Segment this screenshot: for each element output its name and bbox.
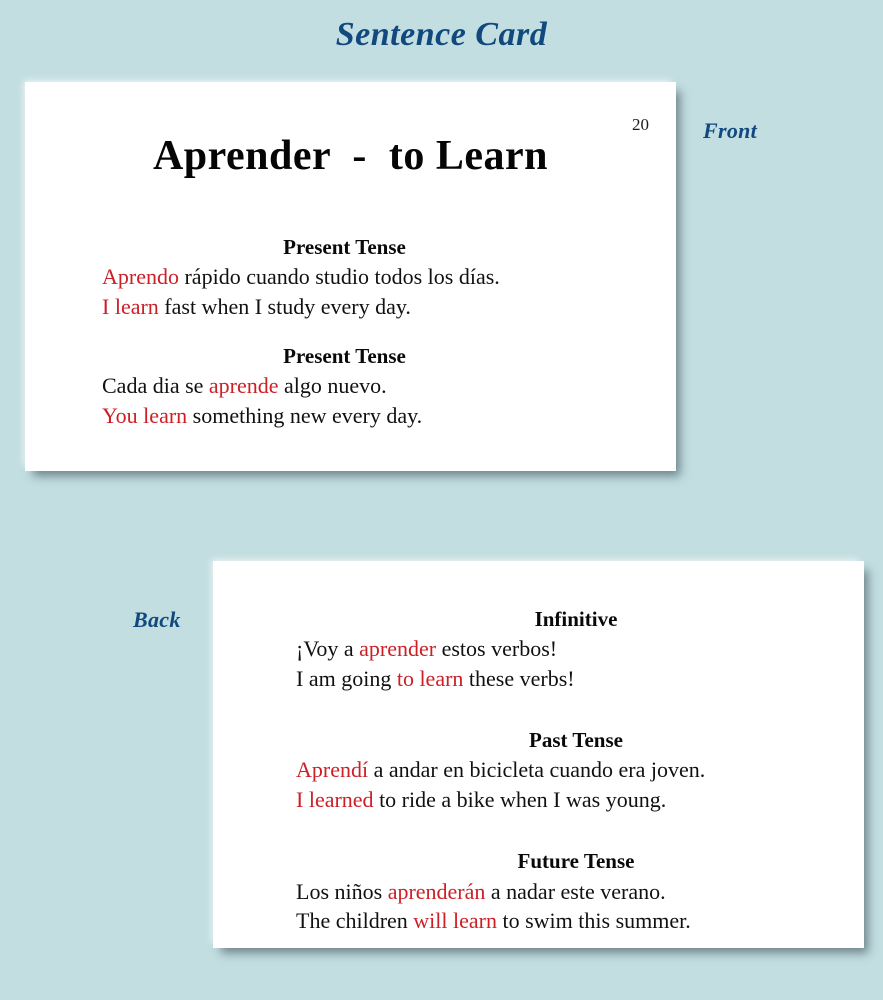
page-title: Sentence Card — [335, 16, 548, 53]
highlighted-verb: You learn — [102, 402, 188, 428]
card-number: 20 — [632, 115, 649, 134]
highlighted-verb: Aprendí — [296, 757, 369, 783]
highlighted-verb: aprender — [359, 636, 437, 662]
highlighted-verb: I learn — [102, 293, 159, 319]
sentence-text: to swim this summer. — [497, 908, 691, 934]
english-sentence — [296, 906, 856, 935]
tense-heading: Infinitive — [534, 607, 618, 631]
sentence-text: a nadar este verano. — [485, 878, 666, 904]
sentence-text: to ride a bike when I was young. — [373, 786, 667, 812]
sentence-block — [102, 343, 662, 430]
spanish-sentence — [296, 877, 856, 906]
spanish-sentence — [102, 371, 662, 400]
card-headword: Aprender - to Learn — [152, 133, 549, 179]
sentence-text: I am going — [296, 665, 397, 691]
highlighted-verb: to learn — [396, 665, 464, 691]
english-sentence — [296, 785, 856, 814]
spanish-sentence — [102, 262, 662, 291]
front-side-label: Front — [703, 118, 758, 143]
sentence-text: a andar en bicicleta cuando era joven. — [368, 757, 706, 783]
tense-heading: Present Tense — [283, 344, 406, 369]
sentence-text: rápido cuando studio todos los días. — [178, 264, 500, 290]
sentence-text: ¡Voy a — [296, 636, 360, 662]
highlighted-verb: I learned — [296, 786, 374, 812]
sentence-block — [102, 234, 662, 321]
spanish-sentence — [296, 755, 856, 784]
back-side-label: Back — [133, 607, 181, 632]
sentence-text: these verbs! — [463, 665, 575, 691]
highlighted-verb: aprende — [208, 373, 279, 399]
sentence-text: algo nuevo. — [278, 373, 387, 399]
tense-heading: Present Tense — [283, 235, 406, 259]
tense-heading: Future Tense — [517, 849, 635, 874]
front-card[interactable] — [25, 82, 676, 471]
sentence-text: The children — [296, 908, 414, 934]
sentence-block — [296, 727, 856, 814]
english-sentence — [102, 401, 662, 430]
sentence-block — [296, 606, 856, 693]
sentence-text: Cada dia se — [102, 373, 209, 399]
english-sentence — [296, 664, 856, 693]
sentence-text: Los niños — [296, 878, 388, 904]
tense-heading: Past Tense — [529, 728, 623, 753]
sentence-text: estos verbos! — [436, 636, 558, 662]
highlighted-verb: Aprendo — [102, 264, 179, 290]
back-card[interactable] — [213, 561, 864, 948]
sentence-text: fast when I study every day. — [158, 293, 411, 319]
sentence-text: something new every day. — [187, 402, 423, 428]
highlighted-verb: will learn — [413, 908, 497, 934]
highlighted-verb: aprenderán — [387, 878, 486, 904]
english-sentence — [102, 292, 662, 321]
sentence-block — [296, 848, 856, 935]
front-card-sentence-blocks — [102, 234, 662, 452]
back-card-sentence-blocks — [296, 606, 856, 970]
spanish-sentence — [296, 634, 856, 663]
